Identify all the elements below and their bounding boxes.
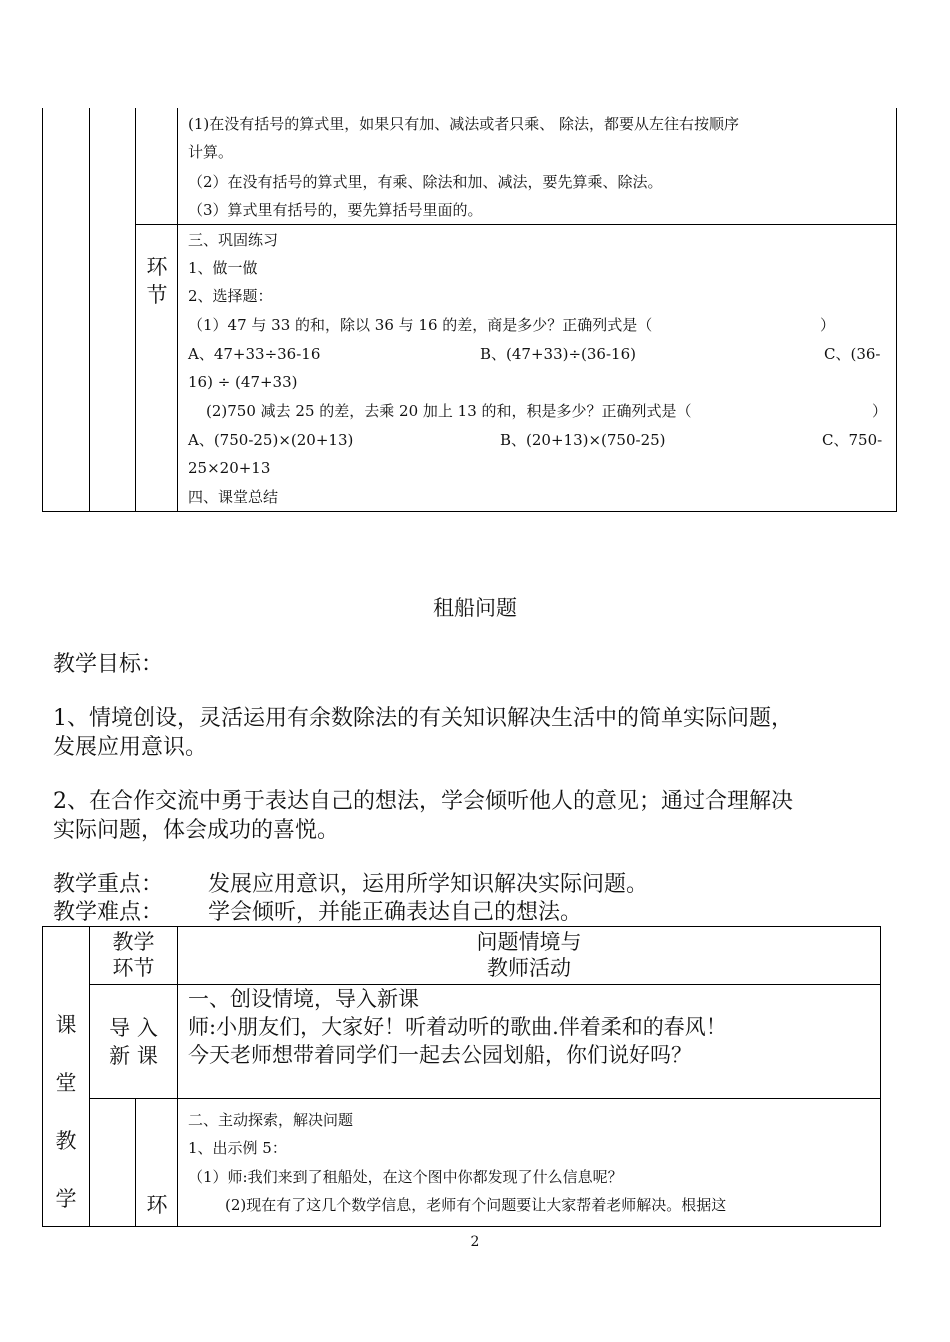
side-label-xue: 学: [55, 1187, 77, 1211]
goals-heading: 教学目标：: [53, 652, 164, 677]
side-label-jie: 节: [146, 283, 168, 307]
question-2-option-a: A、(750-25)×(20+13): [188, 431, 354, 449]
question-1-option-c-cont: 16) ÷ (47+33): [188, 373, 298, 391]
row-1-line-2: 师:小朋友们，大家好！听着动听的歌曲.伴着柔和的春风！: [188, 1015, 727, 1039]
side-label-huan: 环: [146, 255, 168, 279]
goal-1-line-1: 1、情境创设，灵活运用有余数除法的有关知识解决生活中的简单实际问题，: [53, 706, 793, 731]
row-2-line-1: 二、主动探索，解决问题: [188, 1111, 354, 1129]
header-stage-line-2: 环节: [112, 956, 155, 980]
question-1-option-a: A、47+33÷36-16: [188, 345, 321, 363]
row-1-stage: [90, 1014, 177, 1070]
row-1-stage-line-1: 导 入: [109, 1016, 158, 1040]
header-stage-line-1: 教学: [112, 930, 155, 954]
key-point-label: 教学重点：: [53, 872, 164, 897]
question-1: （1）47 与 33 的和，除以 36 与 16 的差，商是多少？正确列式是（: [188, 316, 653, 334]
question-2-option-b: B、(20+13)×(750-25): [500, 431, 666, 449]
question-2-option-c-cont: 25×20+13: [188, 459, 271, 477]
row-1-line-3: 今天老师想带着同学们一起去公园划船，你们说好吗？: [188, 1043, 692, 1067]
rule-1: (1)在没有括号的算式里，如果只有加、减法或者只乘、 除法，都要从左往右按顺序: [188, 115, 740, 133]
practice-item-1: 1、做一做: [188, 259, 258, 277]
lesson-title: 租船问题: [433, 596, 517, 620]
side-label-ke: 课: [55, 1013, 77, 1037]
side-label-jiao: 教: [55, 1129, 77, 1153]
row-1-stage-line-2: 新 课: [109, 1044, 158, 1068]
header-stage: [90, 929, 177, 981]
row-2-line-4: (2)现在有了这几个数学信息，老师有个问题要让大家帮着老师解决。根据这: [225, 1196, 727, 1214]
rule-2: （2）在没有括号的算式里，有乘、除法和加、减法，要先算乘、除法。: [188, 173, 663, 191]
row-1-line-1: 一、创设情境，导入新课: [188, 987, 419, 1011]
header-activity-line-2: 教师活动: [487, 956, 571, 980]
question-1-option-b: B、(47+33)÷(36-16): [480, 345, 636, 363]
difficulty-label: 教学难点：: [53, 900, 164, 925]
header-activity: [178, 929, 880, 981]
question-1-option-c: C、(36-: [824, 345, 881, 363]
rule-1-cont: 计算。: [188, 143, 234, 161]
key-point-text: 发展应用意识，运用所学知识解决实际问题。: [208, 872, 649, 897]
page-number: 2: [470, 1234, 480, 1250]
header-activity-line-1: 问题情境与: [476, 930, 582, 954]
question-2-close: ）: [872, 402, 888, 420]
row-2-stage-huan: 环: [146, 1193, 168, 1217]
goal-2-line-1: 2、在合作交流中勇于表达自己的想法，学会倾听他人的意见；通过合理解决: [53, 789, 793, 814]
row-2-line-2: 1、出示例 5：: [188, 1139, 287, 1157]
question-2-option-c: C、750-: [822, 431, 883, 449]
practice-summary: 四、课堂总结: [188, 488, 279, 506]
row-2-line-3: （1）师:我们来到了租船处，在这个图中你都发现了什么信息呢？: [188, 1168, 623, 1186]
goal-1-line-2: 发展应用意识。: [53, 735, 208, 760]
difficulty-text: 学会倾听，并能正确表达自己的想法。: [208, 900, 583, 925]
practice-item-2: 2、选择题：: [188, 287, 273, 305]
side-label-tang: 堂: [55, 1071, 77, 1095]
rule-3: （3）算式里有括号的，要先算括号里面的。: [188, 201, 483, 219]
goal-2-line-2: 实际问题，体会成功的喜悦。: [53, 818, 340, 843]
question-1-close: ）: [820, 316, 836, 334]
practice-heading: 三、巩固练习: [188, 231, 279, 249]
question-2: (2)750 减去 25 的差，去乘 20 加上 13 的和，积是多少？正确列式是（: [206, 402, 692, 420]
